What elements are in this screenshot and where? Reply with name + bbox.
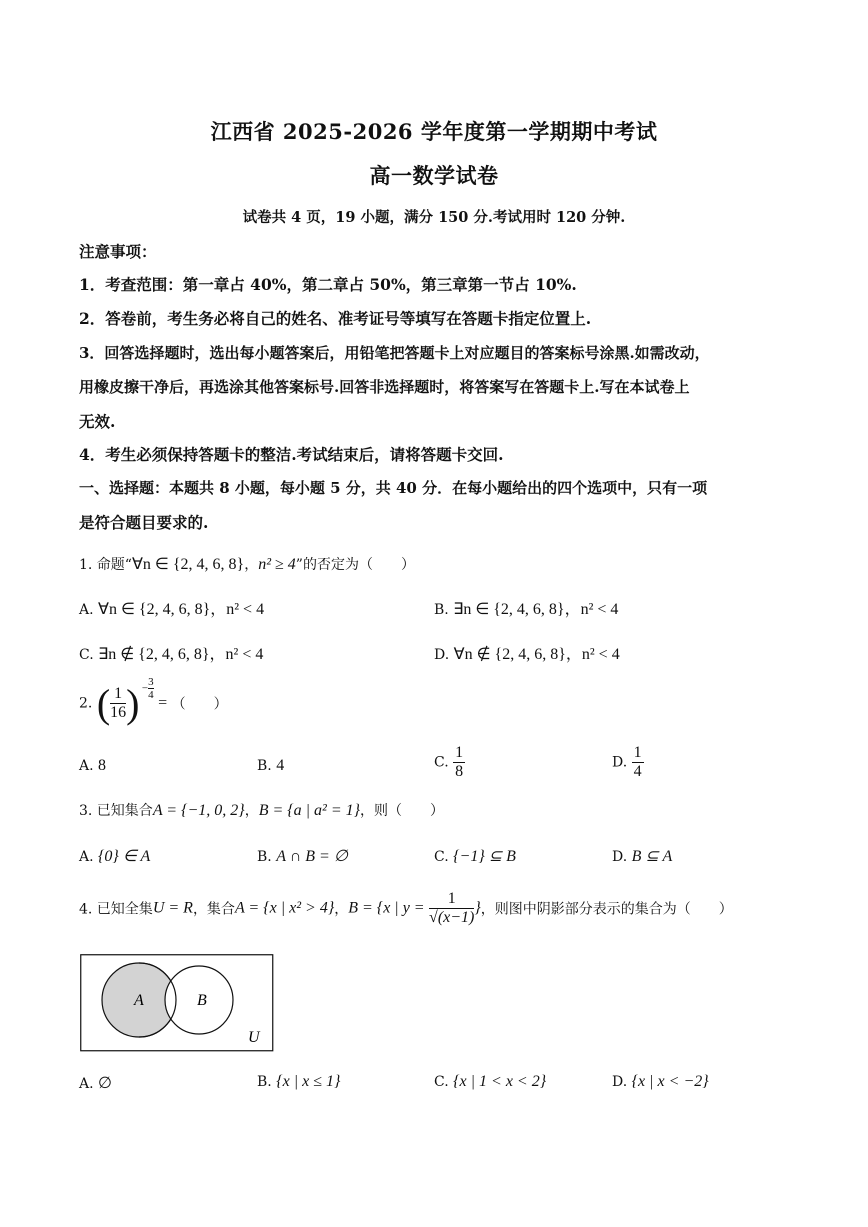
q4-option-a-text: ∅ bbox=[98, 1075, 112, 1092]
exam-subtitle: 高一数学试卷 bbox=[369, 163, 499, 188]
note-item-2: 2．答卷前，考生务必将自己的姓名、准考证号等填写在答题卡指定位置上. bbox=[79, 309, 592, 328]
q2-option-c-num: 1 bbox=[455, 744, 464, 761]
q2-option-d-label: D. bbox=[612, 754, 628, 771]
q1-suffix: ”的否定为（ ） bbox=[295, 557, 415, 573]
venn-diagram bbox=[80, 954, 274, 1052]
section-heading-line-2: 是符合题目要求的. bbox=[79, 513, 209, 532]
q2-exp-num: 3 bbox=[148, 676, 154, 688]
question-4-stem bbox=[79, 890, 733, 934]
q3-option-b-label: B. bbox=[257, 849, 272, 865]
q4-comma: ， bbox=[334, 901, 349, 918]
q1-option-d-text: ∀n ∉ {2, 4, 6, 8}，n² < 4 bbox=[453, 646, 620, 663]
q1-prefix: 1. 命题“ bbox=[79, 557, 132, 573]
q1-option-a[interactable] bbox=[79, 596, 264, 619]
q2-option-d[interactable] bbox=[612, 744, 644, 781]
q2-exponent bbox=[142, 676, 154, 701]
q1-comma: ， bbox=[244, 557, 259, 573]
note-item-3-line-1: 3．回答选择题时，选出每小题答案后，用铅笔把答题卡上对应题目的答案标号涂黑.如需改动， bbox=[79, 344, 710, 362]
section-heading-line-1: 一、选择题：本题共 8 小题，每小题 5 分，共 40 分．在每小题给出的四个选项中，只有一项 bbox=[79, 479, 708, 497]
exam-title: 江西省 2025-2026 学年度第一学期期中考试 bbox=[210, 119, 658, 144]
q2-number: 2. bbox=[79, 695, 93, 712]
note-item-4: 4．考生必须保持答题卡的整洁.考试结束后，请将答题卡交回. bbox=[79, 445, 504, 464]
q3-option-b[interactable] bbox=[257, 846, 348, 866]
q4-option-c-text: {x | 1 < x < 2} bbox=[453, 1073, 547, 1090]
q2-blank: （ ） bbox=[171, 696, 228, 713]
q2-exp-sign: − bbox=[141, 682, 149, 695]
q4-set-b-fraction bbox=[429, 890, 474, 927]
q4-set-b-pre: B = {x | y = bbox=[348, 899, 425, 917]
q4-set-b-num: 1 bbox=[429, 890, 474, 909]
q2-option-b-text: 4 bbox=[276, 757, 285, 774]
venn-label-a: A bbox=[134, 992, 144, 1009]
q3-option-d-label: D. bbox=[612, 849, 628, 865]
q1-condition: n² ≥ 4 bbox=[258, 556, 296, 573]
venn-label-u: U bbox=[248, 1029, 260, 1046]
q1-option-b-label: B. bbox=[434, 602, 449, 618]
q2-left-paren: ( bbox=[96, 681, 111, 726]
q4-option-d-text: {x | x < −2} bbox=[631, 1073, 709, 1090]
q3-option-c-label: C. bbox=[434, 849, 449, 865]
q4-set-b-post: } bbox=[474, 899, 481, 917]
q1-option-a-text: ∀n ∈ {2, 4, 6, 8}，n² < 4 bbox=[98, 601, 265, 618]
q3-prefix: 3. 已知集合 bbox=[79, 803, 153, 819]
notes-heading: 注意事项： bbox=[79, 242, 157, 261]
q3-option-a-text: {0} ∈ A bbox=[98, 848, 151, 865]
q4-option-c[interactable] bbox=[434, 1073, 546, 1091]
q4-suffix: ，则图中阴影部分表示的集合为（ ） bbox=[480, 901, 733, 918]
q2-option-c-fraction bbox=[453, 744, 465, 781]
venn-label-b: B bbox=[197, 992, 207, 1009]
q2-option-a-text: 8 bbox=[98, 757, 107, 774]
question-1-stem bbox=[79, 554, 415, 574]
q2-option-a[interactable] bbox=[79, 757, 106, 775]
q2-fraction bbox=[110, 685, 126, 722]
q4-set-b-den: √(x−1) bbox=[429, 909, 475, 926]
q3-option-d-text: B ⊆ A bbox=[631, 848, 673, 865]
q2-equals: = bbox=[158, 694, 168, 712]
q2-fraction-num: 1 bbox=[110, 685, 126, 704]
question-3-stem bbox=[79, 800, 444, 820]
q3-option-c-text: {−1} ⊆ B bbox=[453, 848, 516, 865]
q3-option-d[interactable] bbox=[612, 846, 672, 866]
q4-option-b-label: B. bbox=[257, 1074, 272, 1090]
note-item-1: 1．考查范围：第一章占 40%，第二章占 50%，第三章第一节占 10%. bbox=[79, 275, 577, 294]
q1-option-c[interactable] bbox=[79, 641, 263, 664]
q1-option-d-label: D. bbox=[434, 647, 450, 663]
q3-option-b-text: A ∩ B = ∅ bbox=[276, 848, 348, 865]
q3-option-c[interactable] bbox=[434, 846, 516, 866]
q2-right-paren: ) bbox=[126, 681, 140, 726]
q2-option-b-label: B. bbox=[257, 758, 272, 774]
note-item-3-line-3: 无效. bbox=[79, 412, 116, 431]
q4-option-b-text: {x | x ≤ 1} bbox=[276, 1073, 341, 1090]
q4-option-d-label: D. bbox=[612, 1074, 628, 1090]
q2-fraction-den: 16 bbox=[110, 704, 127, 721]
q4-set-a: A = {x | x² > 4} bbox=[234, 899, 335, 917]
q1-forall: ∀n ∈ {2, 4, 6, 8} bbox=[131, 556, 245, 573]
q1-option-c-text: ∃n ∉ {2, 4, 6, 8}，n² < 4 bbox=[98, 646, 264, 663]
q2-option-c[interactable] bbox=[434, 744, 465, 781]
q4-option-b[interactable] bbox=[257, 1073, 340, 1091]
q2-option-a-label: A. bbox=[79, 758, 94, 774]
q2-exp-den: 4 bbox=[148, 689, 154, 701]
note-item-3-line-2: 用橡皮擦干净后，再选涂其他答案标号.回答非选择题时，将答案写在答题卡上.写在本试卷上 bbox=[79, 378, 690, 396]
q3-option-a-label: A. bbox=[79, 849, 94, 865]
q1-option-a-label: A. bbox=[79, 602, 94, 618]
q4-option-a[interactable] bbox=[79, 1073, 112, 1093]
q3-set-b: B = {a | a² = 1} bbox=[258, 802, 361, 819]
q4-option-c-label: C. bbox=[434, 1074, 449, 1090]
q3-set-a: A = {−1, 0, 2} bbox=[152, 802, 245, 819]
question-2-stem bbox=[79, 676, 228, 736]
q1-option-b[interactable] bbox=[434, 596, 618, 619]
q2-option-c-label: C. bbox=[434, 754, 449, 771]
q4-prefix: 4. 已知全集 bbox=[79, 901, 153, 918]
q2-option-c-den: 8 bbox=[455, 763, 464, 780]
exam-info: 试卷共 4 页，19 小题，满分 150 分.考试用时 120 分钟. bbox=[242, 209, 626, 226]
q1-option-b-text: ∃n ∈ {2, 4, 6, 8}，n² < 4 bbox=[453, 601, 619, 618]
q1-option-d[interactable] bbox=[434, 641, 620, 664]
q2-option-d-den: 4 bbox=[633, 763, 642, 780]
q4-mid: ，集合 bbox=[192, 901, 235, 918]
q2-option-d-num: 1 bbox=[633, 744, 642, 761]
q3-suffix: ，则（ ） bbox=[360, 803, 445, 819]
q4-universal-set: U = R bbox=[152, 899, 193, 917]
q2-option-b[interactable] bbox=[257, 757, 284, 775]
q2-option-d-fraction bbox=[632, 744, 644, 781]
q1-option-c-label: C. bbox=[79, 647, 94, 663]
q4-option-d[interactable] bbox=[612, 1073, 709, 1091]
q3-comma: ， bbox=[244, 803, 259, 819]
q3-option-a[interactable] bbox=[79, 846, 150, 866]
q4-option-a-label: A. bbox=[79, 1076, 94, 1092]
